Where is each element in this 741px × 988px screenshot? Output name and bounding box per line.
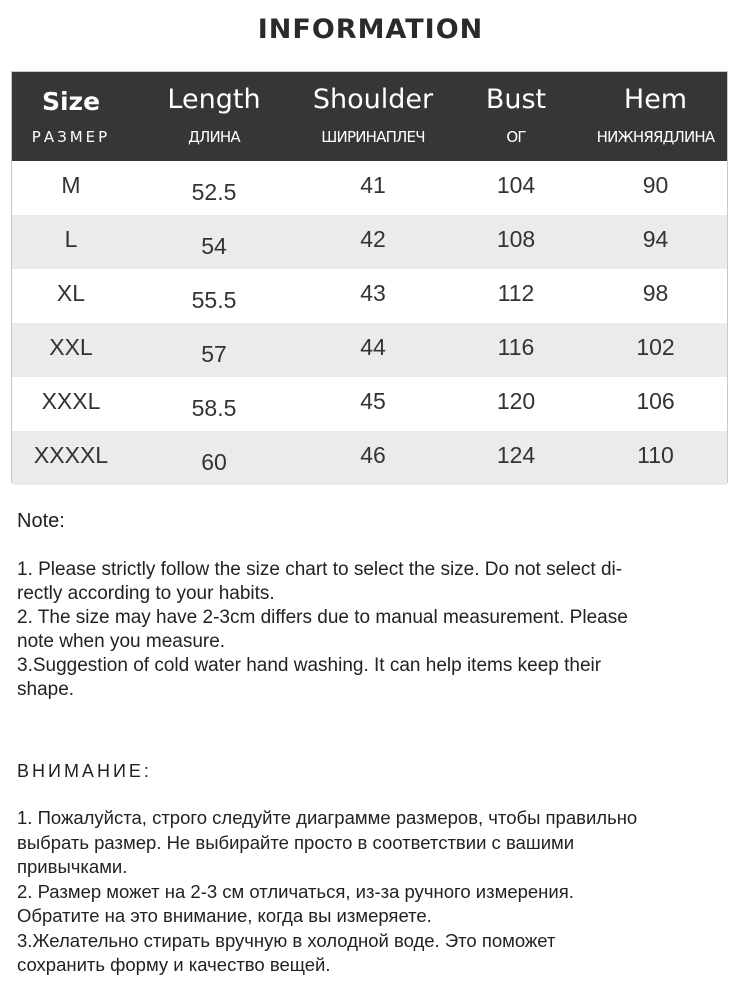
header-shoulder-label: Shoulder (312, 84, 434, 115)
cell-hem: 102 (636, 334, 675, 360)
cell-shoulder: 45 (360, 388, 386, 414)
ru-note-title: ВНИМАНИЕ: (17, 761, 152, 781)
header-hem-label: Hem (623, 84, 688, 115)
header-bust (448, 72, 584, 161)
cell-hem: 90 (642, 172, 669, 198)
ru-note-line: сохранить форму и качество вещей. (17, 954, 331, 975)
ru-note-line: выбрать размер. Не выбирайте просто в соответствии с вашими (17, 831, 575, 853)
note-line: rectly according to your habits. (17, 583, 275, 604)
note-text (17, 558, 717, 702)
cell-length: 55.5 (191, 287, 237, 313)
note-line: 1. Please strictly follow the size chart to select the size. Do not select di- (17, 559, 623, 580)
ru-note-line: 3.Желательно стирать вручную в холодной воде. Это поможет (17, 929, 556, 951)
header-size-label-ru: РАЗМЕР (31, 128, 111, 146)
cell-shoulder: 42 (360, 226, 386, 252)
header-bust-label: Bust (485, 84, 547, 115)
header-shoulder-label-ru: ШИРИНАПЛЕЧ (321, 128, 425, 146)
note-title: Note: (17, 510, 65, 532)
cell-hem: 94 (642, 226, 669, 252)
cell-hem: 106 (636, 388, 675, 414)
header-hem-label-ru: НИЖНЯЯДЛИНА (596, 128, 715, 146)
header-length-label: Length (167, 84, 261, 115)
note-line: 3.Suggestion of cold water hand washing. It can help items keep their (17, 655, 602, 676)
note-line: 2. The size may have 2-3cm differs due to manual measurement. Please (17, 607, 628, 628)
table-row (12, 377, 727, 431)
cell-shoulder: 44 (360, 334, 386, 360)
cell-hem: 98 (642, 280, 669, 306)
table-row (12, 161, 727, 215)
cell-bust: 104 (496, 172, 536, 198)
cell-bust: 112 (497, 280, 535, 306)
header-length-label-ru: ДЛИНА (188, 128, 240, 146)
cell-size: XXL (49, 334, 93, 360)
header-size (12, 72, 130, 161)
header-hem (584, 72, 727, 161)
table-row (12, 269, 727, 323)
header-shoulder (298, 72, 448, 161)
cell-shoulder: 41 (360, 172, 386, 198)
size-chart-table (11, 71, 728, 483)
table-row (12, 431, 727, 485)
cell-bust: 108 (496, 226, 536, 252)
cell-length: 57 (201, 341, 227, 367)
cell-bust: 116 (497, 334, 535, 360)
cell-length: 54 (201, 233, 227, 259)
ru-note-line: привычками. (17, 856, 128, 877)
cell-length: 58.5 (191, 395, 237, 421)
table-row (12, 323, 727, 377)
note-line: note when you measure. (17, 631, 226, 652)
cell-size: M (61, 172, 81, 198)
cell-bust: 124 (496, 442, 536, 468)
cell-size: L (64, 226, 78, 252)
cell-size: XL (56, 280, 86, 306)
cell-length: 60 (201, 449, 227, 475)
note-line: shape. (17, 679, 75, 700)
ru-note-text (17, 806, 717, 978)
cell-hem: 110 (637, 442, 674, 468)
cell-shoulder: 43 (360, 280, 386, 306)
table-header (12, 72, 727, 161)
table-row (12, 215, 727, 269)
ru-note-line: 2. Размер может на 2-3 см отличаться, из-за ручного измерения. (17, 880, 574, 902)
cell-length: 52.5 (191, 179, 237, 205)
cell-size: XXXL (41, 388, 101, 414)
ru-note-line: 1. Пожалуйста, строго следуйте диаграмме размеров, чтобы правильно (17, 807, 638, 828)
cell-size: XXXXL (33, 442, 109, 468)
cell-bust: 120 (496, 388, 536, 414)
cell-shoulder: 46 (360, 442, 386, 468)
page-title: INFORMATION (257, 14, 484, 45)
ru-note-line: Обратите на это внимание, когда вы измеряете. (17, 905, 432, 926)
header-size-label: Size (41, 87, 101, 116)
header-length (130, 72, 298, 161)
table-body (12, 161, 727, 485)
header-bust-label-ru: ОГ (506, 128, 526, 146)
